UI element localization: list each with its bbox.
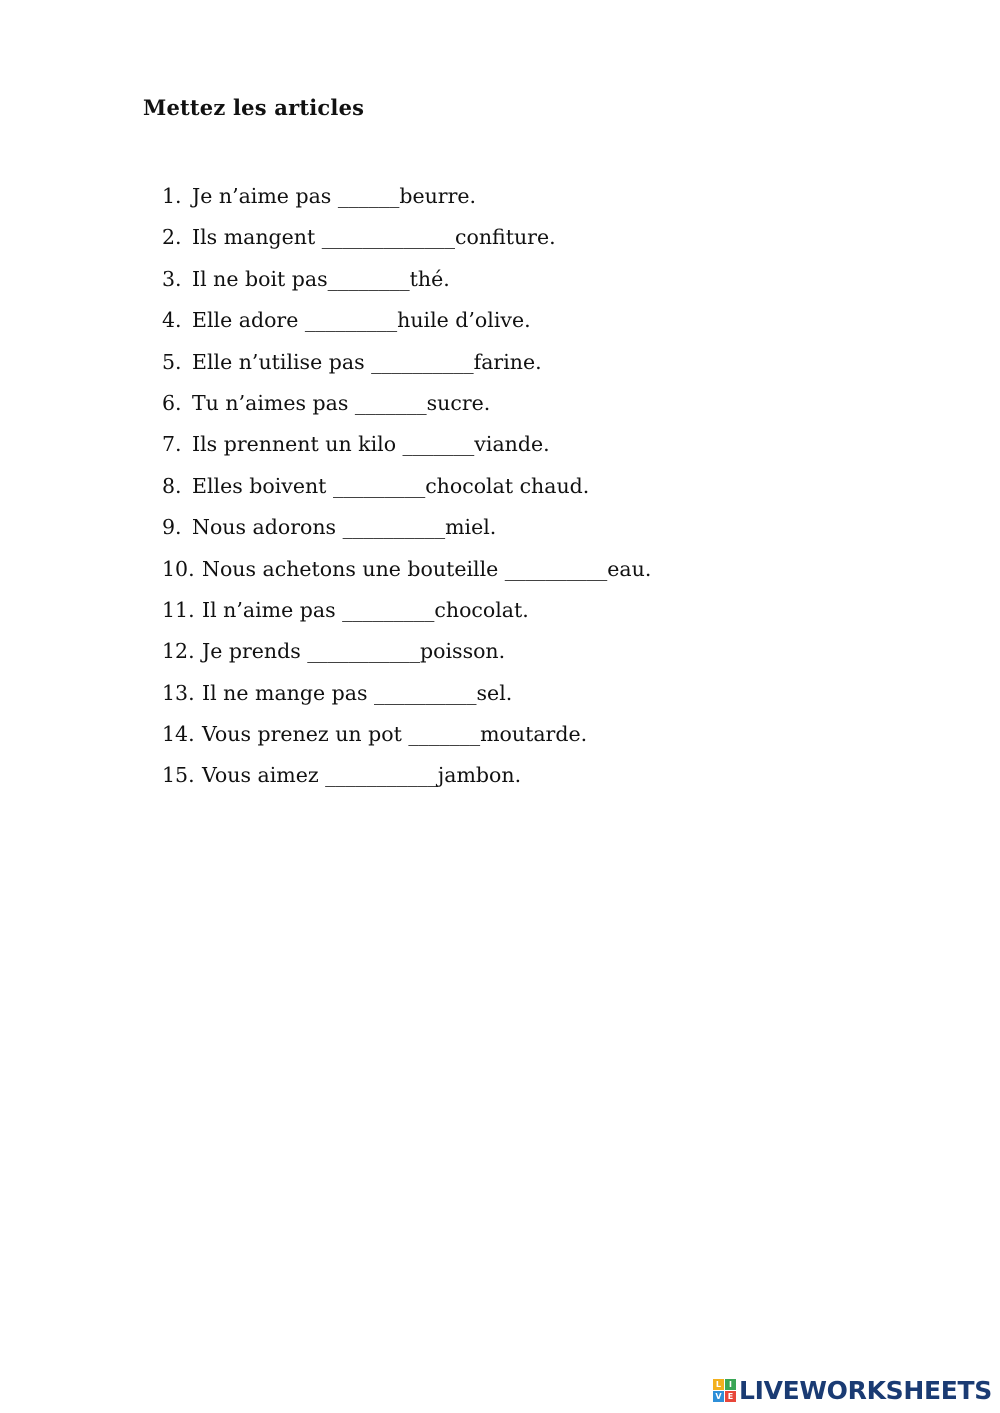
item-text: Nous adorons __________miel. (192, 515, 497, 540)
logo-tile: L (713, 1379, 724, 1390)
item-text: Ils prennent un kilo _______viande. (192, 432, 550, 457)
item-number: 8. (162, 473, 182, 498)
item-text: Je prends ___________poisson. (202, 639, 506, 664)
item-number: 12. (162, 639, 195, 664)
list-item (162, 219, 651, 260)
list-item (162, 509, 651, 550)
item-number: 6. (162, 390, 182, 415)
item-number: 3. (162, 266, 182, 291)
item-number: 5. (162, 349, 182, 374)
item-text: Ils mangent _____________confiture. (192, 225, 556, 250)
item-text: Elles boivent _________chocolat chaud. (192, 473, 590, 498)
item-number: 7. (162, 432, 182, 457)
list-item (162, 302, 651, 343)
item-number: 14. (162, 722, 195, 747)
item-text: Elle adore _________huile d’olive. (192, 308, 531, 333)
logo-tile: I (725, 1379, 736, 1390)
list-item (162, 675, 651, 716)
item-text: Vous aimez ___________jambon. (202, 763, 522, 788)
list-item (162, 261, 651, 302)
item-text: Je n’aime pas ______beurre. (192, 184, 477, 208)
liveworksheets-brand (713, 1376, 992, 1405)
logo-tile: V (713, 1391, 724, 1402)
item-text: Tu n’aimes pas _______sucre. (192, 390, 491, 415)
page-title: Mettez les articles (143, 95, 365, 120)
list-item (162, 633, 651, 674)
list-item (162, 385, 651, 426)
list-item (162, 551, 651, 592)
list-item (162, 468, 651, 509)
list-item (162, 426, 651, 467)
list-item (162, 716, 651, 757)
item-text: Vous prenez un pot _______moutarde. (202, 722, 588, 747)
item-number: 11. (162, 597, 195, 622)
liveworksheets-logo-icon (713, 1379, 736, 1402)
logo-tile: E (725, 1391, 736, 1402)
list-item (162, 178, 651, 219)
item-text: Il ne boit pas________thé. (192, 266, 450, 291)
brand-text: LIVEWORKSHEETS (738, 1376, 992, 1405)
item-number: 10. (162, 556, 195, 581)
item-text: Il n’aime pas _________chocolat. (202, 597, 529, 622)
list-item (162, 592, 651, 633)
item-number: 1. (162, 184, 182, 208)
item-text: Il ne mange pas __________sel. (202, 680, 513, 705)
item-number: 15. (162, 763, 195, 788)
item-number: 13. (162, 680, 195, 705)
item-number: 2. (162, 225, 182, 250)
item-text: Nous achetons une bouteille __________eau. (202, 556, 652, 581)
item-number: 4. (162, 308, 182, 333)
item-text: Elle n’utilise pas __________farine. (192, 349, 542, 374)
list-item (162, 344, 651, 385)
list-item (162, 757, 651, 798)
item-number: 9. (162, 515, 182, 540)
exercise-list (162, 178, 651, 799)
